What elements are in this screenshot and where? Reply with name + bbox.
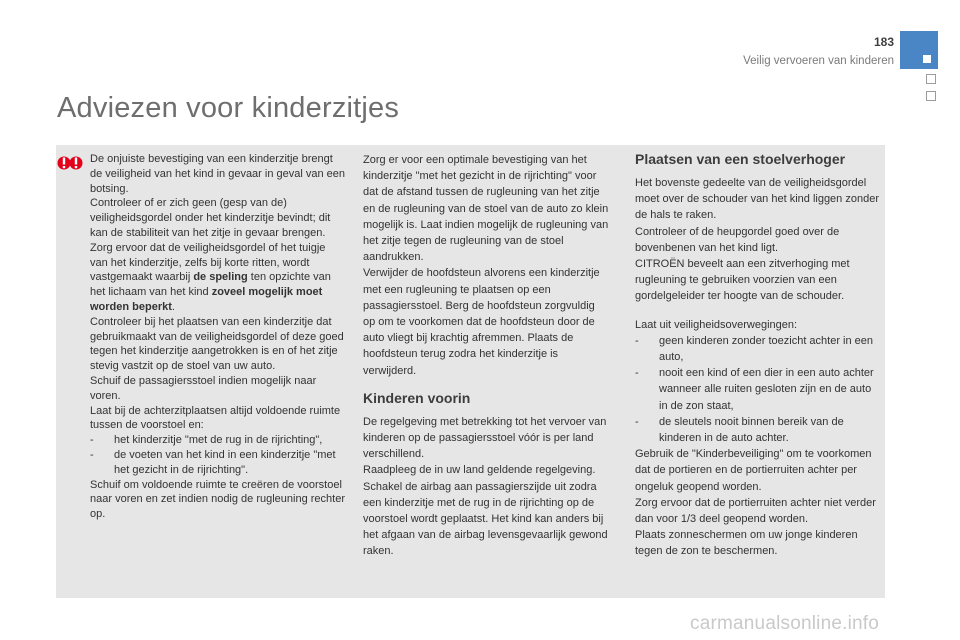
page-number: 183	[873, 35, 894, 49]
section-heading-stoelverhoger: Plaatsen van een stoelverhoger	[635, 151, 846, 167]
emphasis-text: de speling	[193, 271, 248, 284]
body-text: Verwijder de hoofdsteun alvorens een kinderzitje met een rugleuning te plaatsen op een passagiersstoel. Berg de hoofdsteun zorgvuldig op om te voorkomen dat de hoofdsteun door de auto vliegt bij krachtig afremmen. Plaats de hoofdsteun terug zodra het kinderzitje is verwijderd.	[363, 267, 600, 377]
chapter-tab-marker-icon	[923, 55, 931, 63]
text-span: ten opzichte van het lichaam van het kind	[90, 271, 331, 299]
body-text: De regelgeving met betrekking tot het vervoer van kinderen op de passagiersstoel vóór is per land verschillend.	[363, 415, 607, 461]
text-span: Zorg ervoor dat de veiligheidsgordel of het tuigje van het kinderzitje, zelfs bij korte ritten, wordt vastgemaakt waarbij	[90, 241, 326, 284]
spacing-list	[90, 433, 345, 477]
warning-text: Controleer of er zich geen (gesp van de) veiligheidsgordel onder het kinderzitje bevindt; dit kan de stabiliteit van het zitje in gevaar brengen.	[90, 197, 331, 239]
body-text: Zorg er voor een optimale bevestiging van het kinderzitje "met het gezicht in de rijrichting" voor dat de afstand tussen de rugleuning van het zitje en de rugleuning van de stoel van de auto zo klein mogelijk is. Laat indien mogelijk de rugleuning van het zitje tegen de rugleuning van de stoel aandrukken.	[363, 154, 609, 264]
body-text: Het bovenste gedeelte van de veiligheidsgordel moet over de schouder van het kind liggen zonder de hals te raken.	[635, 177, 879, 222]
warning-text: Schuif de passagiersstoel indien mogelijk naar voren.	[90, 374, 317, 402]
list-item: - nooit een kind of een dier in een auto achter wanneer alle ruiten gesloten zijn en de auto in de zon staat,	[635, 365, 881, 414]
right-column	[635, 150, 881, 560]
section-title: Veilig vervoeren van kinderen	[743, 55, 894, 67]
watermark: carmanualsonline.info	[690, 613, 880, 634]
warning-text: Laat bij de achterzitplaatsen altijd voldoende ruimte tussen de voorstoel en:	[90, 404, 341, 432]
chapter-tab-active	[900, 31, 938, 69]
body-text: Gebruik de "Kinderbeveiliging" om te voorkomen dat de portieren en de portierruiten achter per ongeluk geopend worden.	[635, 448, 872, 493]
safety-list	[635, 333, 881, 446]
page-title: Adviezen voor kinderzitjes	[57, 92, 400, 124]
chapter-tab-box-icon	[926, 91, 936, 101]
list-item: - geen kinderen zonder toezicht achter in een auto,	[635, 333, 881, 365]
list-item: - de sleutels nooit binnen bereik van de kinderen in de auto achter.	[635, 414, 881, 446]
body-text: Raadpleeg de in uw land geldende regelgeving.	[363, 464, 596, 477]
warning-text: Controleer bij het plaatsen van een kinderzitje dat gebruikmaakt van de veiligheidsgordel of deze goed tegen het kinderzitje aangetrokken is en of het zitje stevig vastzit op de stoel van uw auto.	[90, 315, 344, 373]
body-text: CITROËN beveelt aan een zitverhoging met rugleuning te gebruiken voorzien van een gordelgeleider ter hoogte van de schouder.	[635, 258, 850, 303]
body-text: Zorg ervoor dat de portierruiten achter niet verder dan voor 1/3 deel geopend worden.	[635, 496, 876, 526]
body-text: Controleer of de heupgordel goed over de bovenbenen van het kind ligt.	[635, 225, 840, 254]
warning-exclamation-icon	[57, 151, 83, 175]
section-heading-kinderen-voorin: Kinderen voorin	[363, 389, 471, 406]
list-item: - de voeten van het kind in een kinderzitje "met het gezicht in de rijrichting".	[90, 448, 345, 478]
text-span: .	[171, 300, 175, 313]
middle-column	[363, 152, 610, 560]
chapter-tab-box-icon	[926, 74, 936, 84]
body-text: Plaats zonneschermen om uw jonge kinderen tegen de zon te beschermen.	[635, 529, 858, 558]
warning-text	[90, 241, 345, 315]
warning-column	[90, 152, 345, 522]
list-item: - het kinderzitje "met de rug in de rijrichting",	[90, 433, 345, 448]
warning-text: Schuif om voldoende ruimte te creëren de voorstoel naar voren en zet indien nodig de rugleuning rechter op.	[90, 478, 346, 521]
body-text: Laat uit veiligheidsoverwegingen:	[635, 318, 798, 331]
warning-text: De onjuiste bevestiging van een kinderzitje brengt de veiligheid van het kind in gevaar in geval van een botsing.	[90, 153, 346, 195]
body-text: Schakel de airbag aan passagierszijde uit zodra een kinderzitje met de rug in de rijrichting op de voorstoel wordt geplaatst. Het kind kan anders bij het afgaan van de airbag levensgevaarlijk gewond raken.	[363, 480, 608, 558]
emphasis-text: zoveel mogelijk moet worden beperkt	[90, 286, 323, 313]
